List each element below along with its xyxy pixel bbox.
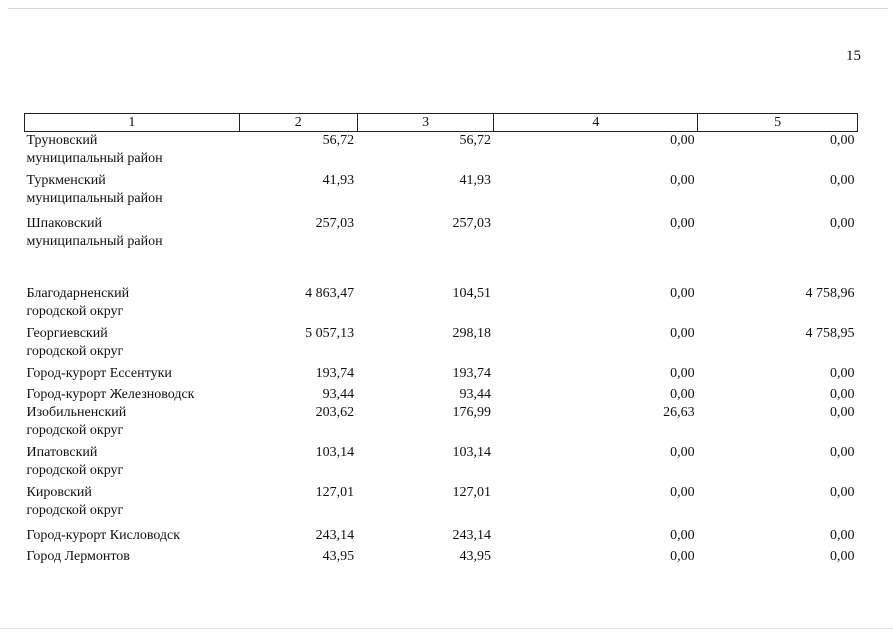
header-col-2: 2 [239,114,357,132]
row-col-4: 0,00 [670,445,695,460]
row-name: Кировский городской округ [26,485,124,518]
table-row [25,386,858,404]
table-row [25,325,858,365]
table-row [25,215,858,255]
row-name: Благодарненский городской округ [26,286,130,319]
header-col-4: 4 [494,114,698,132]
row-col-5: 0,00 [830,173,855,188]
row-col-4: 0,00 [670,133,695,148]
budget-table [24,113,858,569]
row-name: Изобильненский городской округ [26,405,127,438]
row-col-4: 0,00 [670,366,695,381]
row-col-3: 43,95 [459,549,491,564]
row-col-5: 0,00 [830,549,855,564]
row-col-3: 41,93 [459,173,491,188]
row-col-3: 257,03 [452,216,491,231]
row-col-4: 0,00 [670,216,695,231]
scan-edge-top [8,8,888,9]
row-col-3: 56,72 [459,133,491,148]
table-row [25,172,858,215]
row-col-5: 0,00 [830,133,855,148]
table-row [25,404,858,444]
row-col-2: 41,93 [322,173,355,188]
row-name: Туркменский муниципальный район [26,173,163,206]
row-name: Город-курорт Железноводск [26,387,195,402]
row-col-5: 0,00 [830,405,855,420]
row-col-3: 127,01 [452,485,491,500]
row-col-2: 193,74 [315,366,355,381]
row-col-5: 0,00 [830,216,855,231]
row-col-2: 4 863,47 [305,286,355,301]
table-row [25,484,858,527]
row-col-5: 4 758,96 [805,286,855,301]
row-col-2: 243,14 [315,528,355,543]
row-name: Город-курорт Кисловодск [26,528,181,543]
row-col-2: 257,03 [315,216,355,231]
row-col-5: 4 758,95 [805,326,855,341]
row-col-4: 0,00 [670,549,695,564]
row-col-3: 193,74 [452,366,491,381]
row-col-3: 298,18 [452,326,491,341]
row-name: Город Лермонтов [26,549,130,564]
row-name: Георгиевский городской округ [26,326,124,359]
row-col-5: 0,00 [830,528,855,543]
table-row [25,444,858,484]
row-col-3: 243,14 [452,528,491,543]
page-number: 15 [846,48,861,64]
row-col-4: 0,00 [670,326,695,341]
row-col-3: 176,99 [452,405,491,420]
header-col-3: 3 [357,114,494,132]
row-col-2: 127,01 [315,485,355,500]
header-col-1: 1 [25,114,240,132]
row-col-5: 0,00 [830,445,855,460]
row-name: Ипатовский городской округ [26,445,124,478]
header-row [25,114,858,132]
table-row [25,285,858,325]
row-col-2: 56,72 [322,133,355,148]
row-name: Шпаковский муниципальный район [26,216,163,249]
table-row [25,548,858,569]
row-col-4: 0,00 [670,173,695,188]
scan-edge-bottom [0,628,893,629]
table-body [25,132,858,570]
row-col-4: 26,63 [663,405,695,420]
header-col-5: 5 [698,114,858,132]
row-spacer [25,255,858,285]
row-col-4: 0,00 [670,286,695,301]
row-col-5: 0,00 [830,366,855,381]
row-col-3: 103,14 [452,445,491,460]
row-col-3: 104,51 [452,286,491,301]
row-col-2: 103,14 [315,445,355,460]
row-col-2: 43,95 [322,549,355,564]
spacer-cell [25,255,858,285]
table-header [25,114,858,132]
row-col-4: 0,00 [670,387,695,402]
table-row [25,365,858,386]
row-col-3: 93,44 [459,387,491,402]
row-col-2: 93,44 [322,387,355,402]
table-row [25,132,858,173]
row-col-2: 5 057,13 [305,326,355,341]
row-name: Город-курорт Ессентуки [26,366,172,381]
row-col-4: 0,00 [670,485,695,500]
row-col-4: 0,00 [670,528,695,543]
row-col-5: 0,00 [830,485,855,500]
table-row [25,527,858,548]
row-col-5: 0,00 [830,387,855,402]
row-col-2: 203,62 [315,405,355,420]
row-name: Труновский муниципальный район [26,133,163,166]
